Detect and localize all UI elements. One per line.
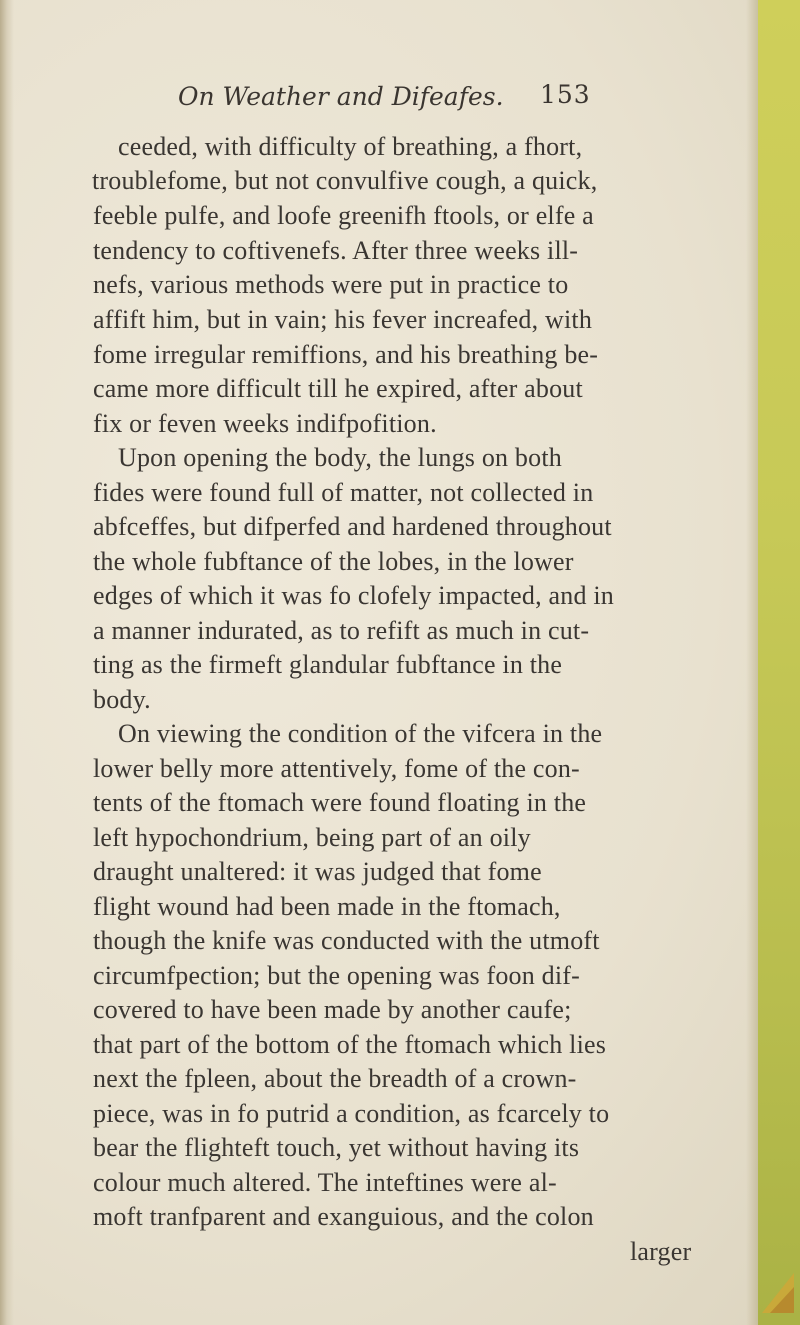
page-gutter-shadow <box>0 0 14 1325</box>
text-line: the whole fubftance of the lobes, in the lower <box>93 547 574 576</box>
text-line: troublefome, but not convulfive cough, a quick, <box>92 166 598 195</box>
text-line: abfceffes, but difperfed and hardened throughout <box>93 512 612 541</box>
text-line: fides were found full of matter, not collected in <box>93 478 594 507</box>
page-fore-edge-shadow <box>746 0 758 1325</box>
text-line: ceeded, with difficulty of breathing, a fhort, <box>118 132 583 161</box>
text-line: draught unaltered: it was judged that fome <box>93 857 542 886</box>
text-line: affift him, but in vain; his fever increafed, with <box>93 305 593 334</box>
text-line: tendency to coftivenefs. After three weeks ill- <box>93 236 579 265</box>
text-line: flight wound had been made in the ftomach, <box>93 892 561 921</box>
text-line: tents of the ftomach were found floating in the <box>93 788 587 817</box>
paragraph-start-line: On viewing the condition of the vifcera in the <box>118 719 603 748</box>
text-line: moft tranfparent and exanguious, and the colon <box>93 1202 594 1231</box>
text-line: lower belly more attentively, fome of the con- <box>93 754 580 783</box>
text-line: colour much altered. The inteftines were al- <box>93 1168 557 1197</box>
text-line: body. <box>93 685 151 714</box>
text-line: fix or feven weeks indifpofition. <box>93 409 437 438</box>
text-line: fome irregular remiffions, and his breathing be- <box>93 340 599 369</box>
text-line: edges of which it was fo clofely impacted, and in <box>93 581 614 610</box>
text-line: next the fpleen, about the breadth of a crown- <box>93 1064 577 1093</box>
text-line: came more difficult till he expired, after about <box>93 374 583 403</box>
text-line: feeble pulfe, and loofe greenifh ftools, or elfe a <box>93 201 594 230</box>
color-calibration-corner-icon <box>762 1273 794 1313</box>
page-number: 153 <box>540 80 591 109</box>
text-line: though the knife was conducted with the utmoft <box>93 926 600 955</box>
catchword: larger <box>630 1237 692 1266</box>
text-line: that part of the bottom of the ftomach which lies <box>93 1030 607 1059</box>
text-line: left hypochondrium, being part of an oily <box>93 823 531 852</box>
text-line: covered to have been made by another caufe; <box>93 995 572 1024</box>
text-line: nefs, various methods were put in practice to <box>93 270 569 299</box>
text-line: piece, was in fo putrid a condition, as fcarcely to <box>93 1099 610 1128</box>
text-line: circumfpection; but the opening was foon dif- <box>93 961 580 990</box>
text-line: bear the flighteft touch, yet without having its <box>93 1133 580 1162</box>
text-line: a manner indurated, as to refift as much in cut- <box>93 616 590 645</box>
running-head: On Weather and Difeafes. <box>178 82 504 111</box>
page-fore-edge <box>758 0 800 1325</box>
paragraph-start-line: Upon opening the body, the lungs on both <box>118 443 562 472</box>
text-line: ting as the firmeft glandular fubftance in the <box>93 650 563 679</box>
